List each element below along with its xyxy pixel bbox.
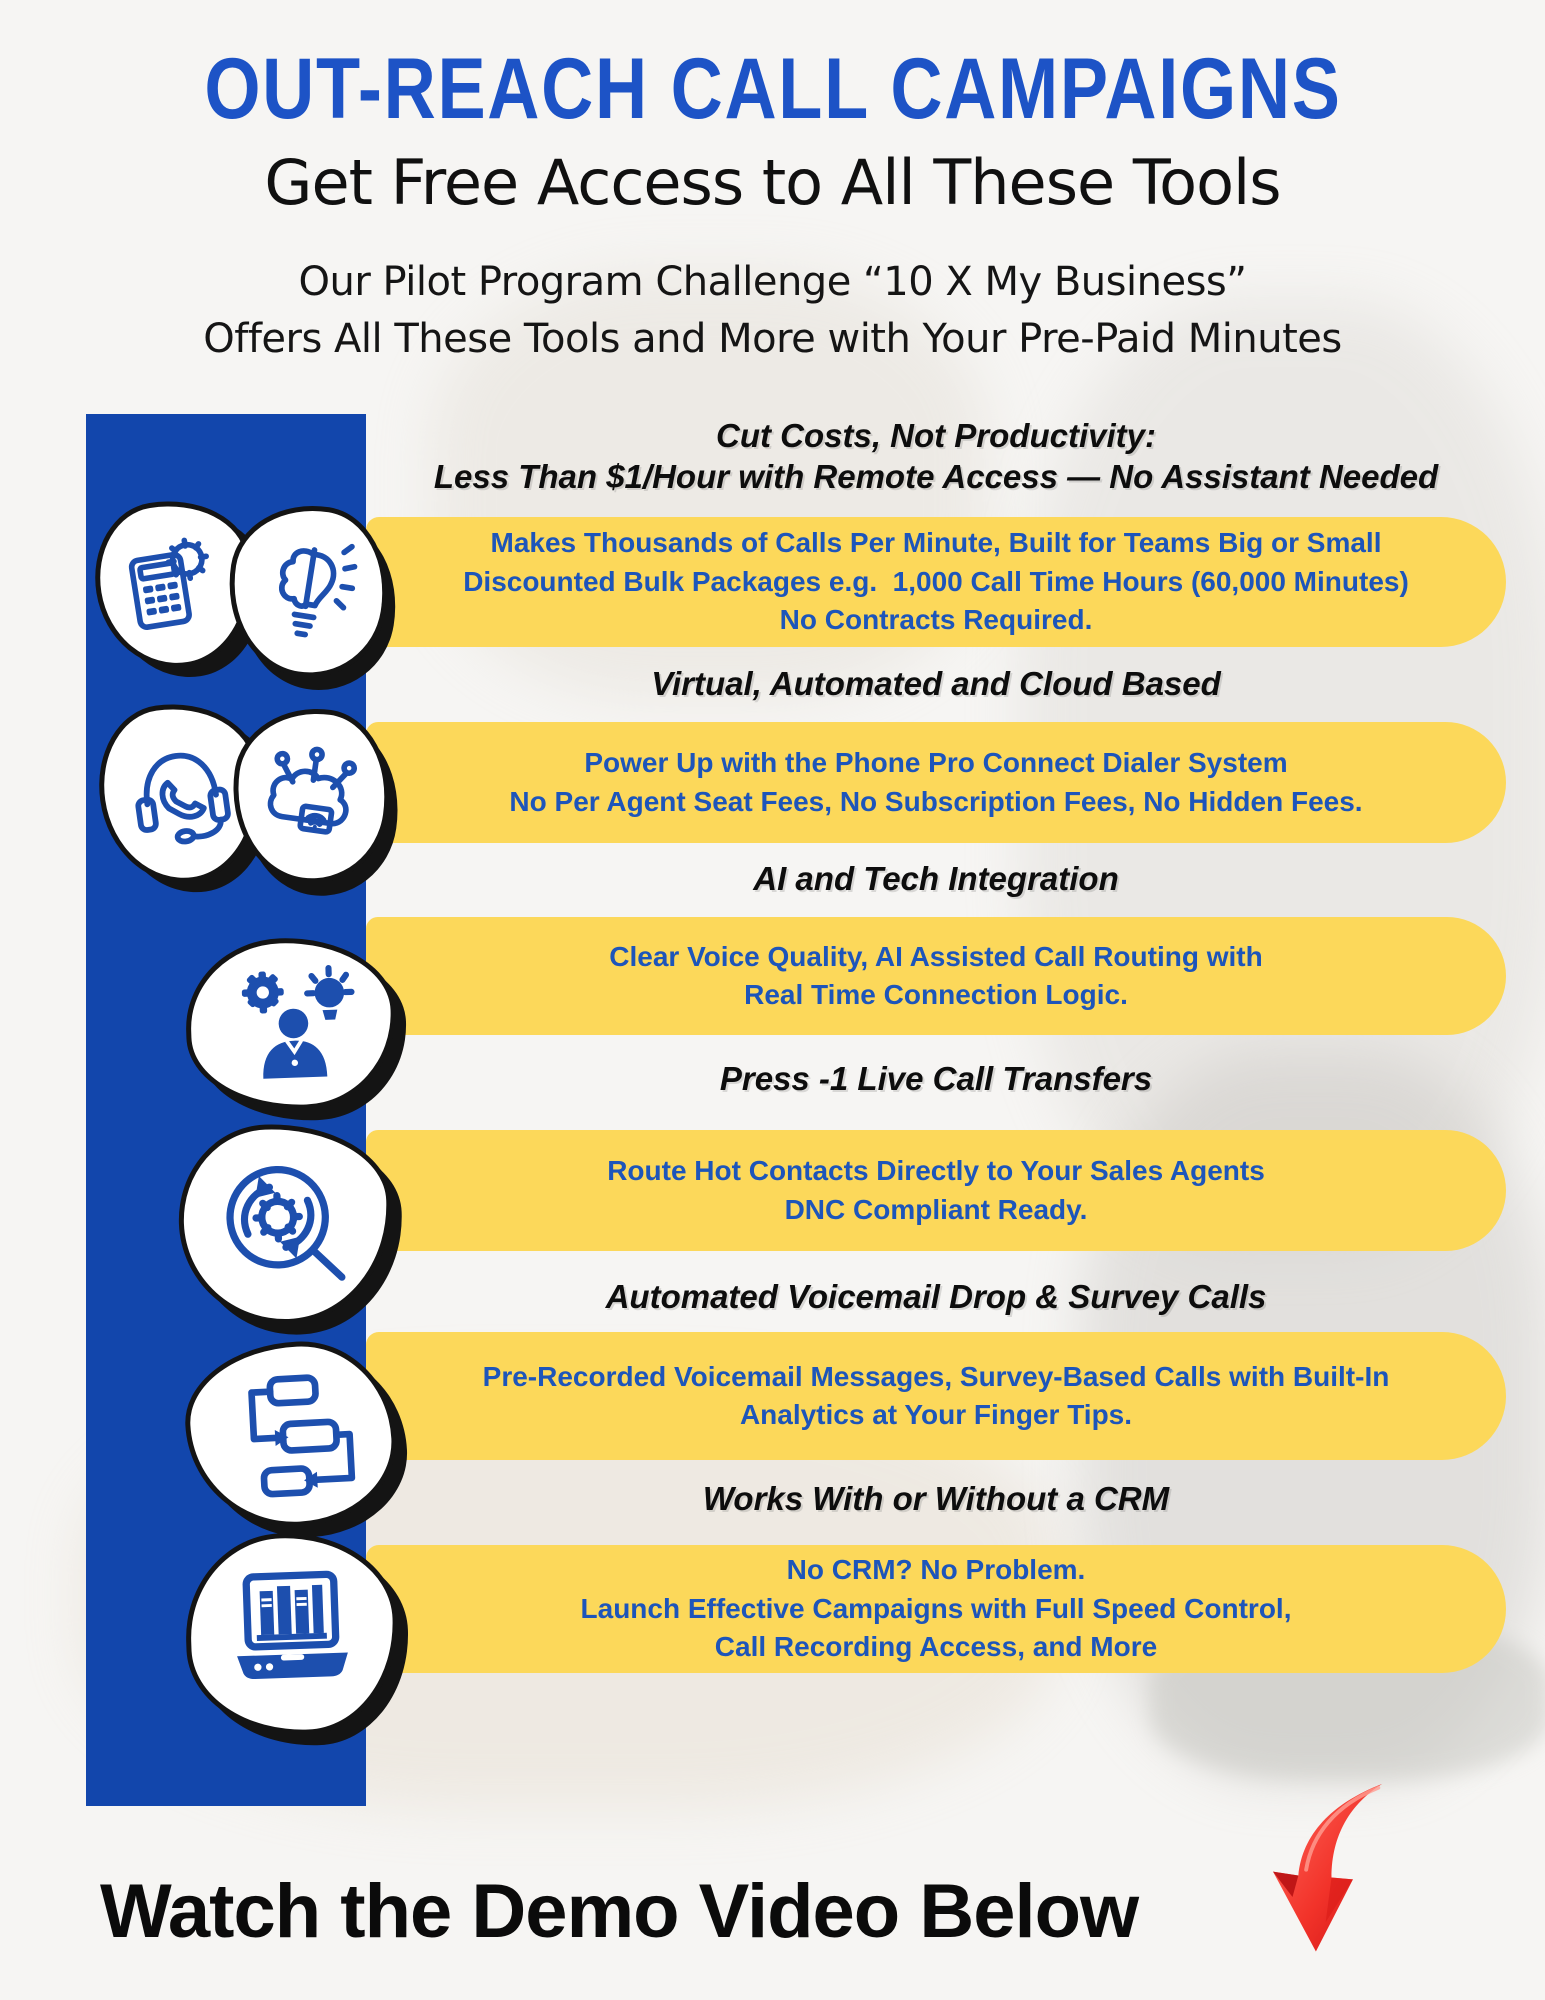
tagline [0, 254, 1545, 368]
tagline-line-2: Offers All These Tools and More with Your Pre-Paid Minutes [203, 316, 1342, 362]
section-2-banner: Power Up with the Phone Pro Connect Dialer System No Per Agent Seat Fees, No Subscription Fees, No Hidden Fees. [366, 722, 1506, 843]
section-1-header: Cut Costs, Not Productivity: Less Than $1/Hour with Remote Access — No Assistant Needed [433, 417, 1439, 495]
page-title: OUT-REACH CALL CAMPAIGNS [203, 41, 1342, 137]
section-2-header: Virtual, Automated and Cloud Based [651, 665, 1221, 702]
section-4-banner: Route Hot Contacts Directly to Your Sales Agents DNC Compliant Ready. [366, 1130, 1506, 1251]
section-6-header: Works With or Without a CRM [702, 1480, 1170, 1517]
section-4-header: Press -1 Live Call Transfers [719, 1060, 1153, 1097]
page-subtitle: Get Free Access to All These Tools [264, 146, 1281, 219]
person-gear-lightbulb-icon [213, 960, 369, 1088]
tagline-line-1: Our Pilot Program Challenge “10 X My Business” [298, 259, 1247, 305]
section-5-header: Automated Voicemail Drop & Survey Calls [605, 1278, 1267, 1315]
cloud-network-icon [247, 726, 376, 866]
section-3-header: AI and Tech Integration [753, 860, 1119, 897]
footer-call-to-action: Watch the Demo Video Below [100, 1869, 1139, 1954]
headset-phone-icon [115, 721, 247, 865]
flowchart-icon [212, 1364, 371, 1505]
section-3-banner: Clear Voice Quality, AI Assisted Call Routing with Real Time Connection Logic. [366, 917, 1506, 1035]
section-6-banner: No CRM? No Problem. Launch Effective Campaigns with Full Speed Control, Call Recording Access, and More [366, 1545, 1506, 1673]
magnifier-gear-sync-icon [206, 1149, 365, 1299]
red-down-arrow-icon [1232, 1778, 1392, 1973]
calculator-gear-icon [110, 516, 240, 652]
brain-lightbulb-icon [242, 521, 374, 660]
section-5-banner: Pre-Recorded Voicemail Messages, Survey-Based Calls with Built-In Analytics at Your Finger Tips. [366, 1332, 1506, 1460]
laptop-library-icon [213, 1558, 372, 1709]
section-1-banner: Makes Thousands of Calls Per Minute, Built for Teams Big or Small Discounted Bulk Packages e.g. 1,000 Call Time Hours (60,000 Minutes) No Contracts Required. [366, 517, 1506, 647]
